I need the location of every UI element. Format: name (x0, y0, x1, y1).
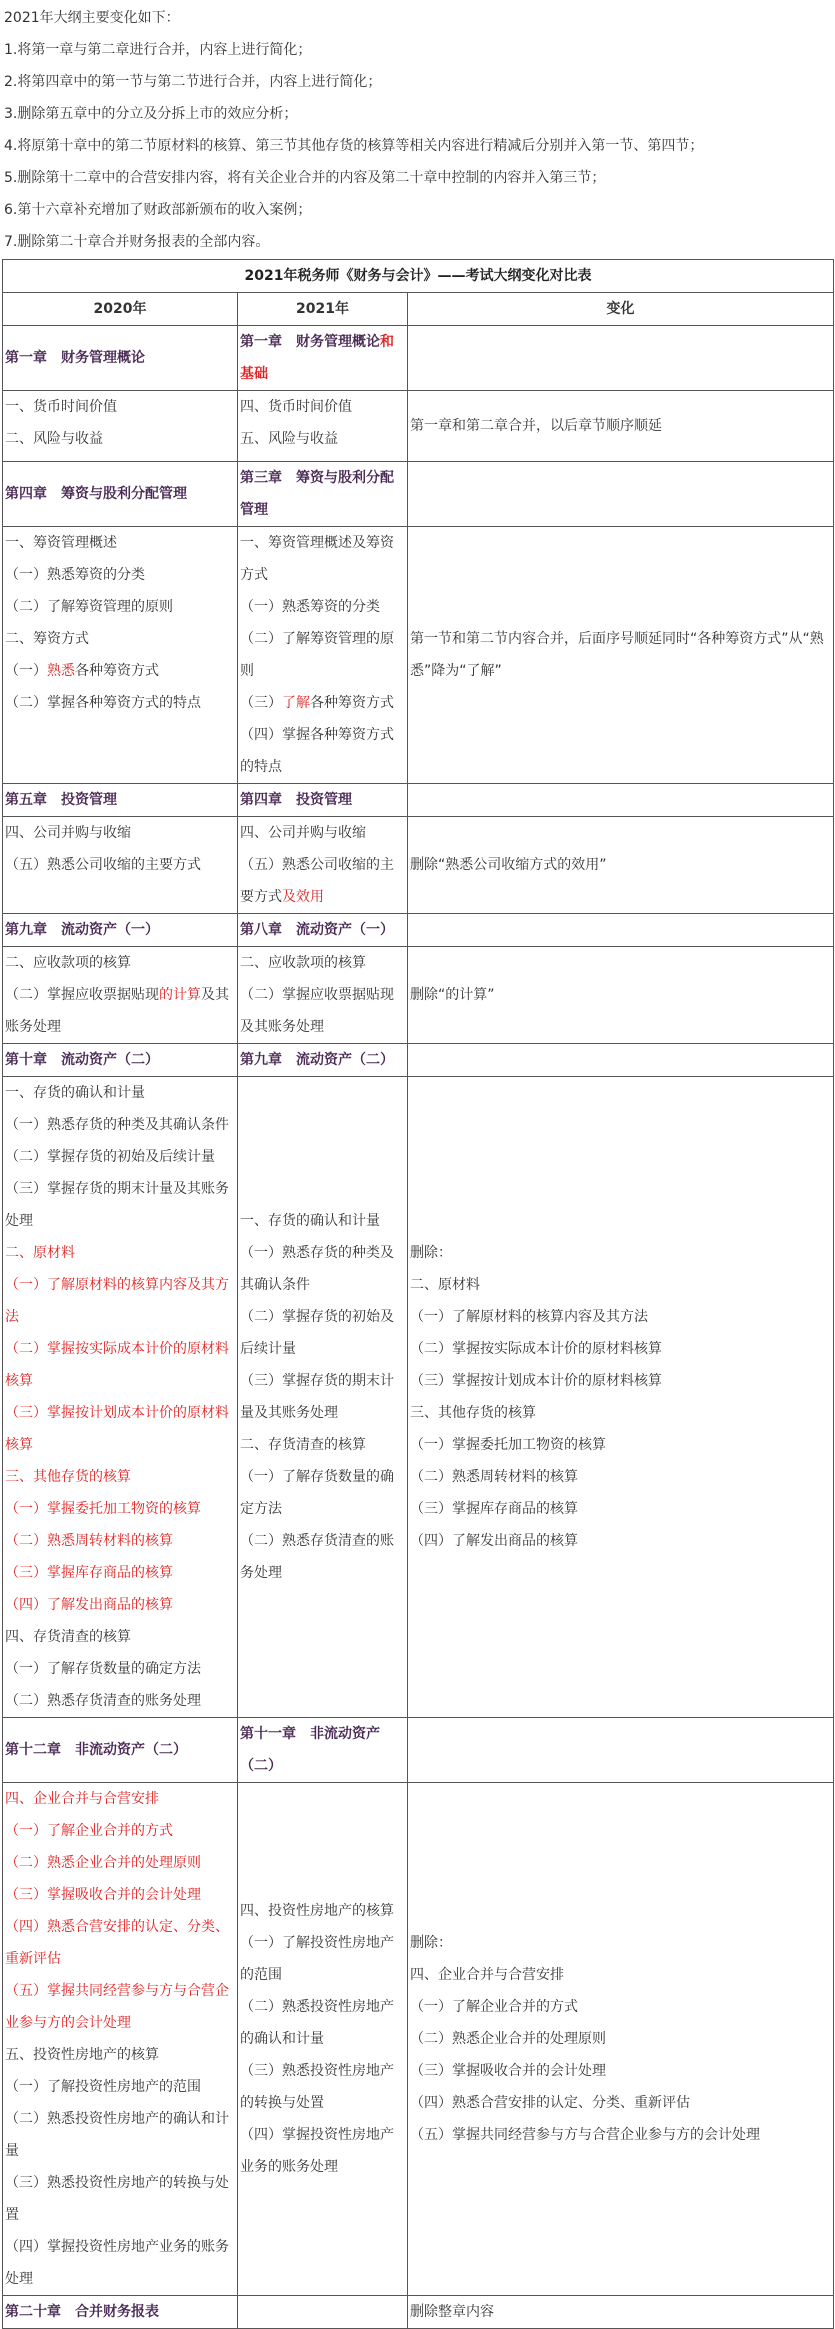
chapter-title: 第九章 流动资产（一） (3, 914, 238, 947)
comparison-table (2, 259, 834, 2329)
cell-2021: 四、投资性房地产的核算 （一）了解投资性房地产的范围 （二）熟悉投资性房地产的确认和计量 （三）熟悉投资性房地产的转换与处置 （四）掌握投资性房地产业务的账务处理 (238, 1783, 408, 2296)
cell-2021: 四、公司并购与收缩 （五）熟悉公司收缩的主要方式及效用 (238, 817, 408, 914)
chapter-title: 第三章 筹资与股利分配管理 (238, 462, 408, 527)
intro-item: 7.删除第二十章合并财务报表的全部内容。 (4, 234, 270, 250)
chapter-title: 第九章 流动资产（二） (238, 1044, 408, 1077)
chapter-title: 第十章 流动资产（二） (3, 1044, 238, 1077)
change-cell (408, 784, 834, 817)
cell-2021: 二、应收款项的核算 （二）掌握应收票据贴现及其账务处理 (238, 947, 408, 1044)
table-row (3, 391, 834, 462)
intro-item: 2.将第四章中的第一节与第二节进行合并，内容上进行简化； (4, 74, 382, 90)
cell-2020: 一、筹资管理概述 （一）熟悉筹资的分类 （二）了解筹资管理的原则 二、筹资方式 （一）熟悉各种筹资方式 （二）掌握各种筹资方式的特点 (3, 527, 238, 784)
table-title: 2021年税务师《财务与会计》——考试大纲变化对比表 (3, 260, 834, 293)
chapter-title: 第四章 投资管理 (238, 784, 408, 817)
chapter-title: 第五章 投资管理 (3, 784, 238, 817)
intro-item: 4.将原第十章中的第二节原材料的核算、第三节其他存货的核算等相关内容进行精减后分别并入第一节、第四节； (4, 138, 704, 154)
intro (0, 0, 835, 258)
chapter-title: 第一章 财务管理概论和基础 (238, 326, 408, 391)
header-2020: 2020年 (3, 293, 238, 326)
cell-2020: 二、应收款项的核算 （二）掌握应收票据贴现的计算及其账务处理 (3, 947, 238, 1044)
table-row (3, 1044, 834, 1077)
table-row (3, 914, 834, 947)
table-title-row (3, 260, 834, 293)
chapter-title: 第十二章 非流动资产（二） (3, 1718, 238, 1783)
cell-2021: 四、货币时间价值 五、风险与收益 (238, 391, 408, 462)
cell-2020: 四、公司并购与收缩 （五）熟悉公司收缩的主要方式 (3, 817, 238, 914)
table-row (3, 817, 834, 914)
chapter-title: 第二十章 合并财务报表 (3, 2296, 238, 2329)
table-row (3, 784, 834, 817)
change-cell: 删除“熟悉公司收缩方式的效用” (408, 817, 834, 914)
change-cell: 第一章和第二章合并，以后章节顺序顺延 (408, 391, 834, 462)
change-cell (408, 326, 834, 391)
change-cell: 删除： 四、企业合并与合营安排 （一）了解企业合并的方式 （二）熟悉企业合并的处理原则 （三）掌握吸收合并的会计处理 （四）熟悉合营安排的认定、分类、重新评估 （五）掌握共同经营参与方与合营企业参与方的会计处理 (408, 1783, 834, 2296)
change-cell (408, 462, 834, 527)
change-cell (408, 914, 834, 947)
intro-item: 6.第十六章补充增加了财政部新颁布的收入案例； (4, 202, 312, 218)
table-row (3, 1077, 834, 1718)
table-row (3, 1718, 834, 1783)
table-row (3, 527, 834, 784)
change-cell: 删除： 二、原材料 （一）了解原材料的核算内容及其方法 （二）掌握按实际成本计价的原材料核算 （三）掌握按计划成本计价的原材料核算 三、其他存货的核算 （一）掌握委托加工物资的核算 （二）熟悉周转材料的核算 （三）掌握库存商品的核算 （四）了解发出商品的核算 (408, 1077, 834, 1718)
table-row (3, 947, 834, 1044)
intro-item: 1.将第一章与第二章进行合并，内容上进行简化； (4, 42, 312, 58)
change-cell (408, 1718, 834, 1783)
chapter-title: 第四章 筹资与股利分配管理 (3, 462, 238, 527)
table-row (3, 462, 834, 527)
intro-item: 5.删除第十二章中的合营安排内容，将有关企业合并的内容及第二十章中控制的内容并入第三节； (4, 170, 606, 186)
table-row (3, 1783, 834, 2296)
header-2021: 2021年 (238, 293, 408, 326)
table-row (3, 2296, 834, 2329)
chapter-title: 第八章 流动资产（一） (238, 914, 408, 947)
intro-heading: 2021年大纲主要变化如下： (4, 10, 180, 26)
intro-item: 3.删除第五章中的分立及分拆上市的效应分析； (4, 106, 298, 122)
change-cell (408, 1044, 834, 1077)
cell-2020: 四、企业合并与合营安排 （一）了解企业合并的方式 （二）熟悉企业合并的处理原则 （三）掌握吸收合并的会计处理 （四）熟悉合营安排的认定、分类、重新评估 （五）掌握共同经营参与方与合营企业参与方的会计处理 五、投资性房地产的核算 （一）了解投资性房地产的范围 （二）熟悉投资性房地产的确认和计量 （三）熟悉投资性房地产的转换与处置 （四）掌握投资性房地产业务的账务处理 (3, 1783, 238, 2296)
change-cell: 删除“的计算” (408, 947, 834, 1044)
table-row (3, 326, 834, 391)
change-cell: 删除整章内容 (408, 2296, 834, 2329)
header-change: 变化 (408, 293, 834, 326)
change-cell: 第一节和第二节内容合并，后面序号顺延同时“各种筹资方式”从“熟悉”降为“了解” (408, 527, 834, 784)
chapter-title: 第一章 财务管理概论 (3, 326, 238, 391)
table-header-row (3, 293, 834, 326)
cell-2020: 一、存货的确认和计量 （一）熟悉存货的种类及其确认条件 （二）掌握存货的初始及后续计量 （三）掌握存货的期末计量及其账务处理 二、原材料 （一）了解原材料的核算内容及其方法 （二）掌握按实际成本计价的原材料核算 （三）掌握按计划成本计价的原材料核算 三、其他存货的核算 （一）掌握委托加工物资的核算 （二）熟悉周转材料的核算 （三）掌握库存商品的核算 （四）了解发出商品的核算 四、存货清查的核算 （一）了解存货数量的确定方法 （二）熟悉存货清查的账务处理 (3, 1077, 238, 1718)
cell-2021 (238, 2296, 408, 2329)
cell-2021: 一、存货的确认和计量 （一）熟悉存货的种类及其确认条件 （二）掌握存货的初始及后续计量 （三）掌握存货的期末计量及其账务处理 二、存货清查的核算 （一）了解存货数量的确定方法 （二）熟悉存货清查的账务处理 (238, 1077, 408, 1718)
cell-2020: 一、货币时间价值 二、风险与收益 (3, 391, 238, 462)
chapter-title: 第十一章 非流动资产（二） (238, 1718, 408, 1783)
cell-2021: 一、筹资管理概述及筹资方式 （一）熟悉筹资的分类 （二）了解筹资管理的原则 （三）了解各种筹资方式 （四）掌握各种筹资方式的特点 (238, 527, 408, 784)
